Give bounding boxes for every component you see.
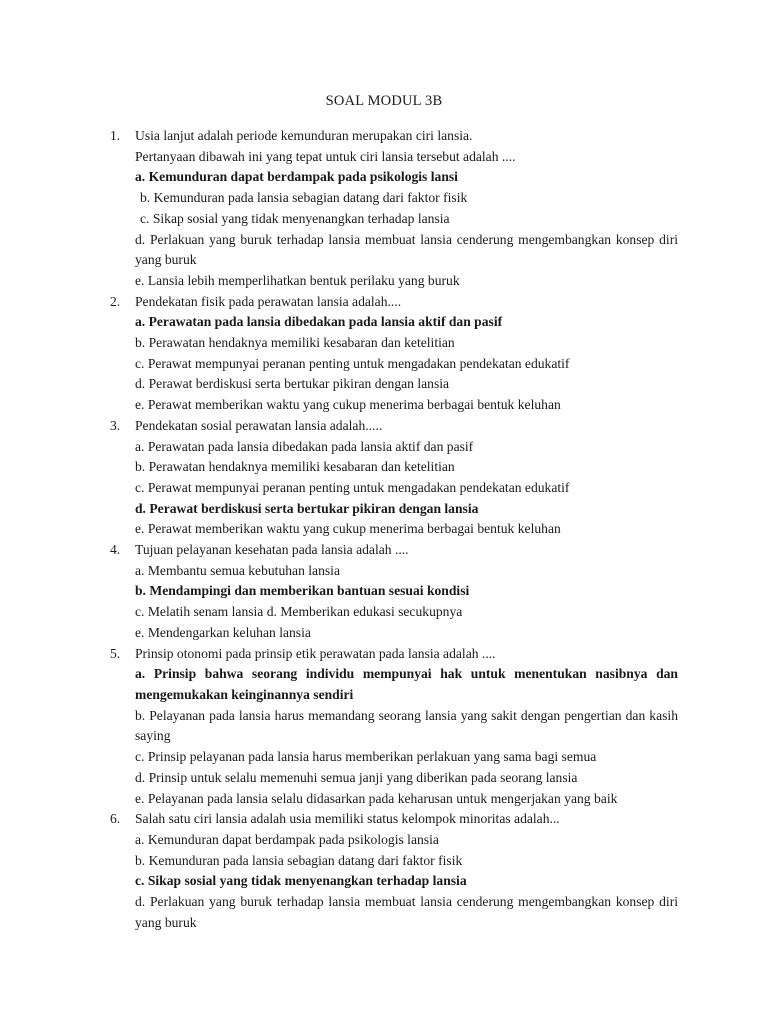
- question-6: [110, 809, 678, 933]
- answer-option-c: c. Prinsip pelayanan pada lansia harus memberikan perlakuan yang sama bagi semua: [135, 749, 597, 765]
- answer-option-d: d. Perawat berdiskusi serta bertukar pikiran dengan lansia: [135, 376, 450, 392]
- question-number: 2.: [110, 293, 121, 309]
- answer-option-c: c. Sikap sosial yang tidak menyenangkan terhadap lansia: [140, 210, 450, 226]
- question-text: Pendekatan sosial perawatan lansia adalah.....: [135, 417, 383, 433]
- question-number: 6.: [110, 811, 121, 827]
- question-text: Salah satu ciri lansia adalah usia memiliki status kelompok minoritas adalah...: [135, 811, 560, 827]
- answer-option-d: d. Perlakuan yang buruk terhadap lansia membuat lansia cenderung mengembangkan konsep diri yang buruk: [135, 894, 678, 930]
- question-text: Pertanyaan dibawah ini yang tepat untuk ciri lansia tersebut adalah ....: [135, 148, 516, 164]
- answer-option-a: a. Perawatan pada lansia dibedakan pada lansia aktif dan pasif: [135, 438, 474, 454]
- question-4: [110, 540, 678, 644]
- answer-option-a: a. Prinsip bahwa seorang individu mempunyai hak untuk menentukan nasibnya dan mengemukakan keinginannya sendiri: [135, 666, 678, 702]
- page-title: SOAL MODUL 3B: [325, 93, 443, 109]
- answer-option-a: a. Perawatan pada lansia dibedakan pada lansia aktif dan pasif: [135, 314, 503, 330]
- question-text: Prinsip otonomi pada prinsip etik perawatan pada lansia adalah ....: [135, 645, 496, 661]
- answer-option-e: e. Perawat memberikan waktu yang cukup menerima berbagai bentuk keluhan: [135, 397, 561, 413]
- question-number: 4.: [110, 542, 121, 558]
- question-number: 3.: [110, 417, 121, 433]
- question-number: 1.: [110, 128, 121, 143]
- answer-option-e: e. Mendengarkan keluhan lansia: [135, 624, 311, 640]
- answer-option-b: b. Perawatan hendaknya memiliki kesabaran dan ketelitian: [135, 335, 455, 351]
- question-1: [110, 126, 678, 292]
- answer-option-b: b. Perawatan hendaknya memiliki kesabaran dan ketelitian: [135, 459, 455, 475]
- answer-option-b: b. Kemunduran pada lansia sebagian datang dari faktor fisik: [135, 852, 463, 868]
- answer-option-d: d. Perlakuan yang buruk terhadap lansia membuat lansia cenderung mengembangkan konsep diri yang buruk: [135, 231, 678, 268]
- answer-option-a: a. Kemunduran dapat berdampak pada psikologis lansi: [135, 169, 458, 185]
- answer-option-c: c. Sikap sosial yang tidak menyenangkan terhadap lansia: [135, 873, 467, 889]
- answer-option-b: b. Kemunduran pada lansia sebagian datang dari faktor fisik: [140, 190, 468, 206]
- question-text: Tujuan pelayanan kesehatan pada lansia adalah ....: [135, 542, 409, 558]
- question-5: [110, 644, 678, 810]
- question-number: 5.: [110, 645, 121, 661]
- answer-option-b: b. Pelayanan pada lansia harus memandang seorang lansia yang sakit dengan pengertian dan kasih saying: [135, 707, 678, 744]
- answer-option-c: c. Melatih senam lansia d. Memberikan edukasi secukupnya: [135, 604, 463, 620]
- question-text: Usia lanjut adalah periode kemunduran merupakan ciri lansia.: [135, 128, 473, 143]
- answer-option-e: e. Lansia lebih memperlihatkan bentuk perilaku yang buruk: [135, 272, 460, 288]
- question-text: Pendekatan fisik pada perawatan lansia adalah....: [135, 293, 402, 309]
- answer-option-e: e. Perawat memberikan waktu yang cukup menerima berbagai bentuk keluhan: [135, 521, 561, 537]
- answer-option-d: d. Perawat berdiskusi serta bertukar pikiran dengan lansia: [135, 500, 479, 516]
- question-3: [110, 416, 678, 540]
- answer-option-c: c. Perawat mempunyai peranan penting untuk mengadakan pendekatan edukatif: [135, 479, 570, 495]
- answer-option-a: a. Kemunduran dapat berdampak pada psikologis lansia: [135, 831, 439, 847]
- question-list: [110, 126, 678, 933]
- answer-option-b: b. Mendampingi dan memberikan bantuan sesuai kondisi: [135, 583, 470, 599]
- answer-option-d: d. Prinsip untuk selalu memenuhi semua janji yang diberikan pada seorang lansia: [135, 769, 578, 785]
- question-2: [110, 292, 678, 416]
- answer-option-a: a. Membantu semua kebutuhan lansia: [135, 562, 340, 578]
- answer-option-c: c. Perawat mempunyai peranan penting untuk mengadakan pendekatan edukatif: [135, 355, 570, 371]
- answer-option-e: e. Pelayanan pada lansia selalu didasarkan pada keharusan untuk mengerjakan yang baik: [135, 790, 618, 806]
